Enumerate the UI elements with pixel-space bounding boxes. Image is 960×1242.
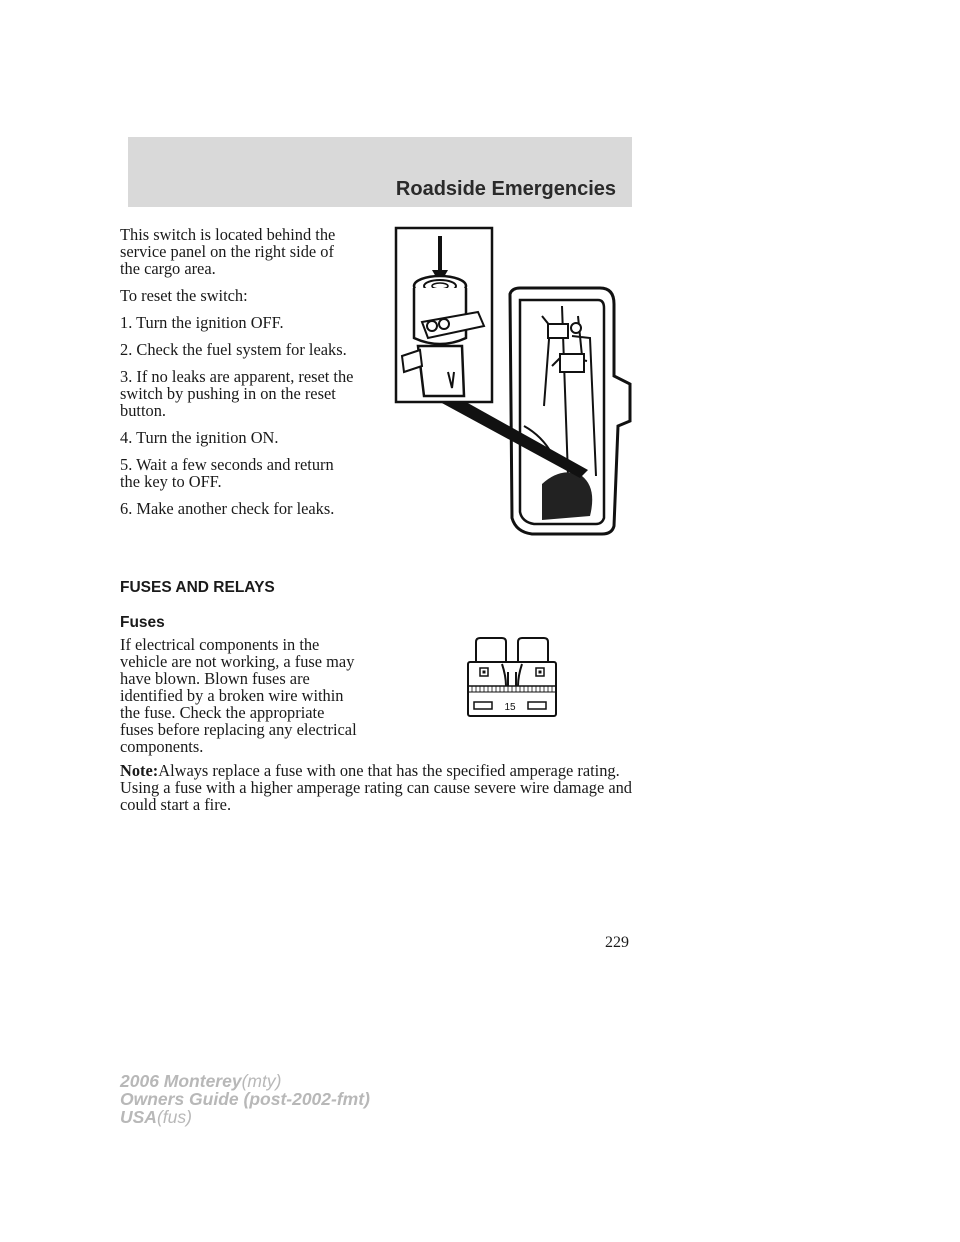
fuses-paragraph: If electrical components in the vehicle are not working, a fuse may have blown. Blown fuses are identified by a broken wire within the fuse. Check the appropriate fuses before replacing any electrical components. — [120, 635, 357, 756]
step-3: 3. If no leaks are apparent, reset the switch by pushing in on the reset button. — [120, 367, 354, 420]
step-4: 4. Turn the ignition ON. — [120, 428, 279, 447]
fuses-subheading: Fuses — [120, 614, 165, 631]
step-6: 6. Make another check for leaks. — [120, 499, 335, 518]
fuse-illustration — [462, 636, 562, 720]
fuses-relays-heading: FUSES AND RELAYS — [120, 579, 275, 596]
page-number: 229 — [605, 934, 629, 951]
note-text: Always replace a fuse with one that has the specified amperage rating. Using a fuse with a higher amperage rating can cause severe wire damage and could start a fire. — [120, 761, 632, 814]
intro-paragraph: This switch is located behind the service panel on the right side of the cargo area. — [120, 225, 336, 278]
switch-text — [120, 226, 390, 527]
footer: 2006 Monterey(mty) Owners Guide (post-2002-fmt) USA(fus) — [120, 1071, 370, 1127]
inertia-switch-illustration — [392, 226, 636, 536]
header-band — [128, 137, 632, 207]
section-title: Roadside Emergencies — [395, 178, 616, 200]
note-label: Note: — [120, 761, 159, 780]
step-5: 5. Wait a few seconds and return the key to OFF. — [120, 455, 334, 491]
note-paragraph — [120, 762, 640, 813]
step-2: 2. Check the fuel system for leaks. — [120, 340, 347, 359]
fuse-amperage-label: 15 — [504, 702, 516, 713]
step-1: 1. Turn the ignition OFF. — [120, 313, 284, 332]
reset-intro: To reset the switch: — [120, 286, 248, 305]
